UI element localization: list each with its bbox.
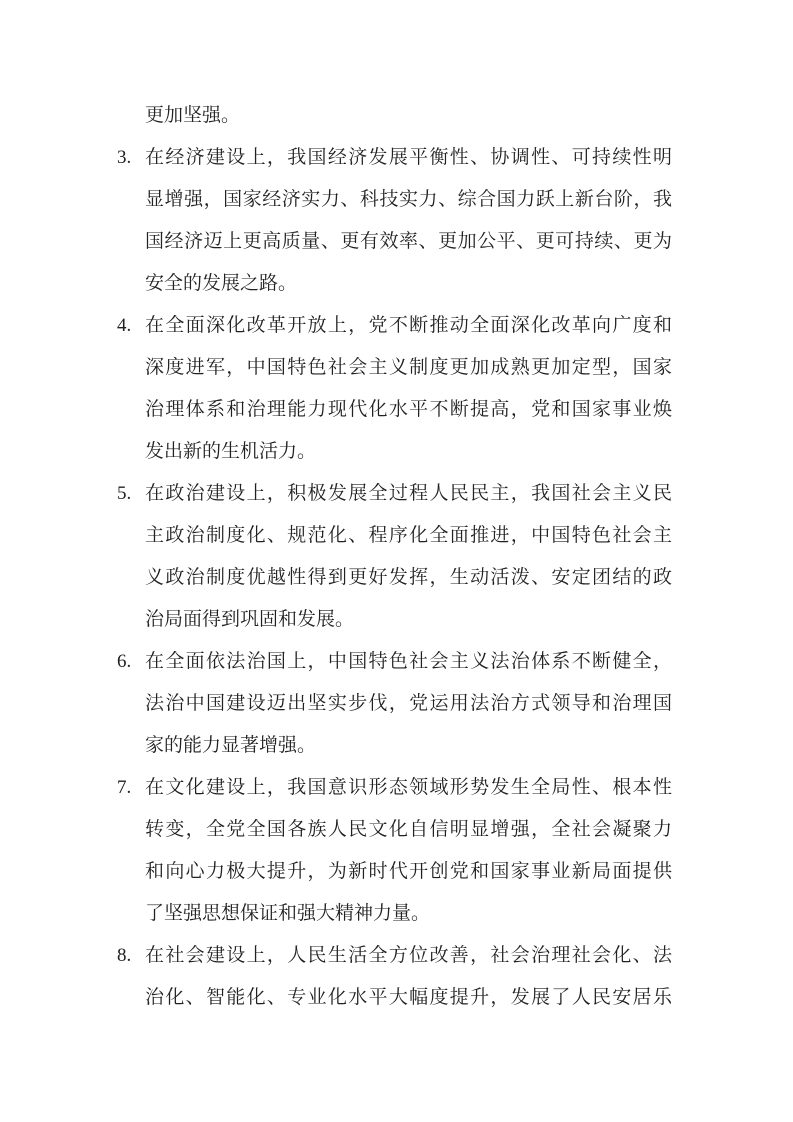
list-item-number: 5. <box>117 483 132 504</box>
list-item-text <box>145 641 672 767</box>
list-item <box>117 95 672 137</box>
list-item-text <box>145 767 672 935</box>
text-line: 和向心力极大提升，为新时代开创党和国家事业新局面提供 <box>145 861 672 882</box>
text-line: 安全的发展之路。 <box>145 273 298 294</box>
list-item-number: 4. <box>117 315 132 336</box>
list-item <box>117 473 672 641</box>
text-line: 更加坚强。 <box>145 105 241 126</box>
text-line: 在文化建设上，我国意识形态领域形势发生全局性、根本性 <box>145 777 672 798</box>
list-item <box>117 767 672 935</box>
text-line: 在全面依法治国上，中国特色社会主义法治体系不断健全， <box>145 651 672 672</box>
list-item <box>117 641 672 767</box>
document-content <box>117 95 672 1019</box>
text-line: 发出新的生机活力。 <box>145 441 317 462</box>
text-line: 在经济建设上，我国经济发展平衡性、协调性、可持续性明 <box>145 147 672 168</box>
list-item <box>117 305 672 473</box>
text-line: 法治中国建设迈出坚实步伐，党运用法治方式领导和治理国 <box>145 693 672 714</box>
text-line: 显增强，国家经济实力、科技实力、综合国力跃上新台阶，我 <box>145 189 672 210</box>
text-line: 主政治制度化、规范化、程序化全面推进，中国特色社会主 <box>145 525 672 546</box>
text-line: 在政治建设上，积极发展全过程人民民主，我国社会主义民 <box>145 483 672 504</box>
text-line: 治化、智能化、专业化水平大幅度提升，发展了人民安居乐 <box>145 987 672 1008</box>
list-item-number: 6. <box>117 651 132 672</box>
text-line: 国经济迈上更高质量、更有效率、更加公平、更可持续、更为 <box>145 231 672 252</box>
list-item <box>117 935 672 1019</box>
text-line: 义政治制度优越性得到更好发挥，生动活泼、安定团结的政 <box>145 567 672 588</box>
list-item-number: 8. <box>117 945 132 966</box>
text-line: 深度进军，中国特色社会主义制度更加成熟更加定型，国家 <box>145 357 672 378</box>
text-line: 在社会建设上，人民生活全方位改善，社会治理社会化、法 <box>145 945 672 966</box>
text-line: 治理体系和治理能力现代化水平不断提高，党和国家事业焕 <box>145 399 672 420</box>
text-line: 治局面得到巩固和发展。 <box>145 609 355 630</box>
list-item-text <box>145 473 672 641</box>
list-item-number: 3. <box>117 147 132 168</box>
text-line: 转变，全党全国各族人民文化自信明显增强，全社会凝聚力 <box>145 819 672 840</box>
list-item-text <box>145 137 672 305</box>
list-item-text <box>145 935 672 1019</box>
text-line: 在全面深化改革开放上，党不断推动全面深化改革向广度和 <box>145 315 672 336</box>
list-item-text <box>145 305 672 473</box>
text-line: 了坚强思想保证和强大精神力量。 <box>145 903 431 924</box>
text-line: 家的能力显著增强。 <box>145 735 317 756</box>
list-item-number: 7. <box>117 777 132 798</box>
list-item <box>117 137 672 305</box>
list-item-text <box>145 95 672 137</box>
